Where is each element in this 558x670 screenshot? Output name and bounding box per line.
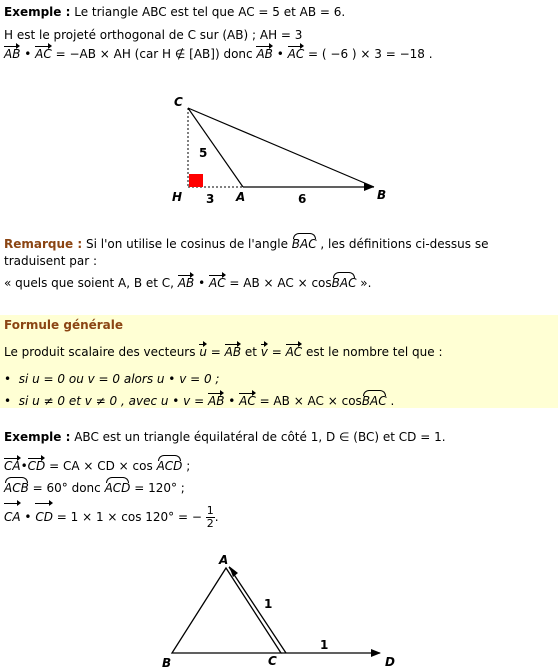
vector-ac: AC — [35, 47, 52, 61]
example2-line2: CA•CD = CA × CD × cos ACD ; — [4, 459, 191, 473]
vector-u: u — [199, 345, 207, 359]
length-ha: 3 — [206, 192, 215, 206]
formula-line1: Le produit scalaire des vecteurs u = AB et v = AC est le nombre tel que : — [4, 345, 443, 359]
fraction-one-half: $\frac{1}{2}$ — [206, 504, 214, 530]
example1-line3: AB • AC = −AB × AH (car H ∉ [AB]) donc AB • AC = ( −6 ) × 3 = −18 . — [4, 47, 433, 61]
length-ab: 6 — [298, 192, 307, 206]
formula-bullet2: • si u ≠ 0 et v ≠ 0 , avec u • v = AB • AC = AB × AC × cosBAC . — [4, 394, 395, 408]
angle-bac-2: BAC — [331, 276, 357, 290]
label-a: A — [236, 190, 246, 204]
angle-acb: ACB — [4, 481, 29, 495]
example1-eq1: = −AB × AH (car H ∉ [AB]) donc — [51, 47, 257, 61]
formula-title: Formule générale — [4, 318, 124, 332]
remarque-text1b: , les définitions ci-dessus se — [316, 237, 489, 251]
formula-bullet1: • si u = 0 ou v = 0 alors u • v = 0 ; — [4, 372, 220, 386]
length-ca: 1 — [264, 597, 273, 611]
example1-label: Exemple : — [4, 5, 71, 19]
vector-cd-2: CD — [35, 504, 53, 530]
vector-ab: AB — [4, 47, 21, 61]
label-h: H — [172, 190, 183, 204]
label-b: B — [377, 188, 387, 202]
vector-ab-3: AB — [177, 276, 195, 290]
label-b2: B — [162, 656, 172, 670]
label-d2: D — [385, 655, 395, 669]
label-c2: C — [268, 654, 277, 668]
length-cd: 1 — [320, 638, 329, 652]
vector-v: v — [260, 345, 268, 359]
vector-ac-5: AC — [239, 394, 256, 408]
remarque-text3: « quels que soient A, B et C, — [4, 276, 178, 290]
example2-line4: CA • CD = 1 × 1 × cos 120° = − $\frac{1}{2}$ . — [4, 504, 219, 530]
length-ac: 5 — [199, 146, 208, 160]
remarque-line3: « quels que soient A, B et C, AB • AC = AB × AC × cosBAC ». — [4, 276, 372, 290]
angle-acd: ACD — [156, 459, 183, 473]
vector-ac-3: AC — [208, 276, 226, 290]
angle-acd-2: ACD — [104, 481, 131, 495]
angle-bac: BAC — [291, 237, 317, 251]
example2-label: Exemple : — [4, 430, 71, 444]
remarque-line1 — [4, 237, 488, 252]
label-c: C — [174, 95, 183, 109]
bullet-icon-2: • — [4, 394, 12, 408]
vector-cd: CD — [27, 459, 46, 473]
example2-line3: ACB = 60° donc ACD = 120° ; — [4, 481, 185, 495]
vector-ab-4: AB — [224, 345, 242, 359]
bullet-icon: • — [4, 372, 12, 386]
vector-ca-2: CA — [4, 504, 21, 530]
remarque-text1: Si l'on utilise le cosinus de l'angle — [82, 237, 292, 251]
example1-text1: Le triangle ABC est tel que AC = 5 et AB = 6. — [74, 5, 346, 19]
example2-line1: Exemple : ABC est un triangle équilatéral de côté 1, D ∈ (BC) et CD = 1. — [4, 430, 446, 444]
label-a2: A — [219, 553, 229, 567]
vector-ac-4: AC — [285, 345, 303, 359]
remarque-line2: traduisent par : — [4, 254, 98, 268]
example1-line2: H est le projeté orthogonal de C sur (AB) ; AH = 3 — [4, 28, 303, 42]
right-angle-marker — [189, 174, 203, 187]
vector-ac-2: AC — [287, 47, 305, 61]
angle-bac-3: BAC — [361, 394, 387, 408]
vector-ab-2: AB — [256, 47, 273, 61]
remarque-end: ». — [356, 276, 372, 290]
remarque-eq: = AB × AC × cos — [225, 276, 332, 290]
vector-ca: CA — [4, 459, 21, 473]
remarque-label: Remarque : — [4, 237, 83, 251]
vector-ab-5: AB — [207, 394, 225, 408]
example1-eq2: = ( −6 ) × 3 = −18 . — [304, 47, 433, 61]
